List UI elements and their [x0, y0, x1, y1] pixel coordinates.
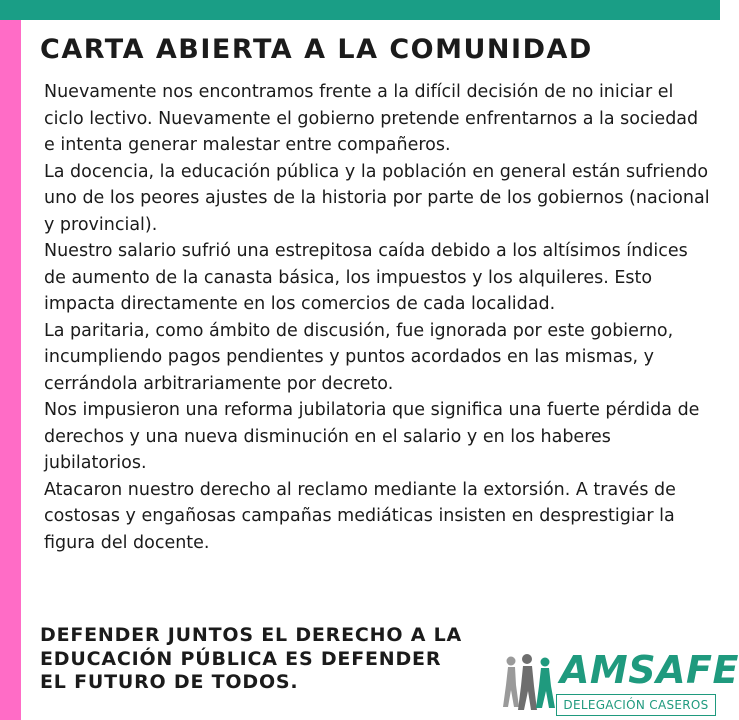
paragraph: Nuevamente nos encontramos frente a la difícil decisión de no iniciar el ciclo lectivo. Nuevamente el gobierno pretende enfrentarnos a la sociedad e intenta generar malestar entre compañeros.: [44, 82, 699, 155]
top-color-band: [0, 0, 720, 20]
closing-line: EDUCACIÓN PÚBLICA ES DEFENDER: [40, 647, 442, 670]
closing-line: DEFENDER JUNTOS EL DERECHO A LA: [40, 624, 463, 646]
paragraph: Atacaron nuestro derecho al reclamo mediante la extorsión. A través de costosas y engañosas campañas mediáticas insisten en desprestigiar la figura del docente.: [44, 479, 676, 553]
letter-body: [44, 79, 712, 556]
closing-line: EL FUTURO DE TODOS.: [40, 671, 299, 693]
logo-name: AMSAFE: [560, 648, 739, 692]
logo-subtitle: DELEGACIÓN CASEROS: [556, 694, 716, 716]
left-color-band: [0, 20, 21, 720]
letter-title: CARTA ABIERTA A LA COMUNIDAD: [40, 34, 593, 65]
amsafe-logo: [496, 646, 739, 718]
paragraph: Nos impusieron una reforma jubilatoria que significa una fuerte pérdida de derechos y una nueva disminución en el salario y en los haberes jubilatorios.: [44, 400, 700, 473]
paragraph: La paritaria, como ámbito de discusión, fue ignorada por este gobierno, incumpliendo pagos pendientes y puntos acordados en las mismas, y cerrándola arbitrariamente por decreto.: [44, 320, 674, 394]
walking-people-icon: [502, 652, 558, 712]
paragraph: La docencia, la educación pública y la población en general están sufriendo uno de los peores ajustes de la historia por parte de los gobiernos (nacional y provincial).: [44, 161, 710, 235]
paragraph: Nuestro salario sufrió una estrepitosa caída debido a los altísimos índices de aumento de la canasta básica, los impuestos y los alquileres. Esto impacta directamente en los comercios de cada localidad.: [44, 241, 688, 314]
closing-statement: [40, 624, 462, 695]
